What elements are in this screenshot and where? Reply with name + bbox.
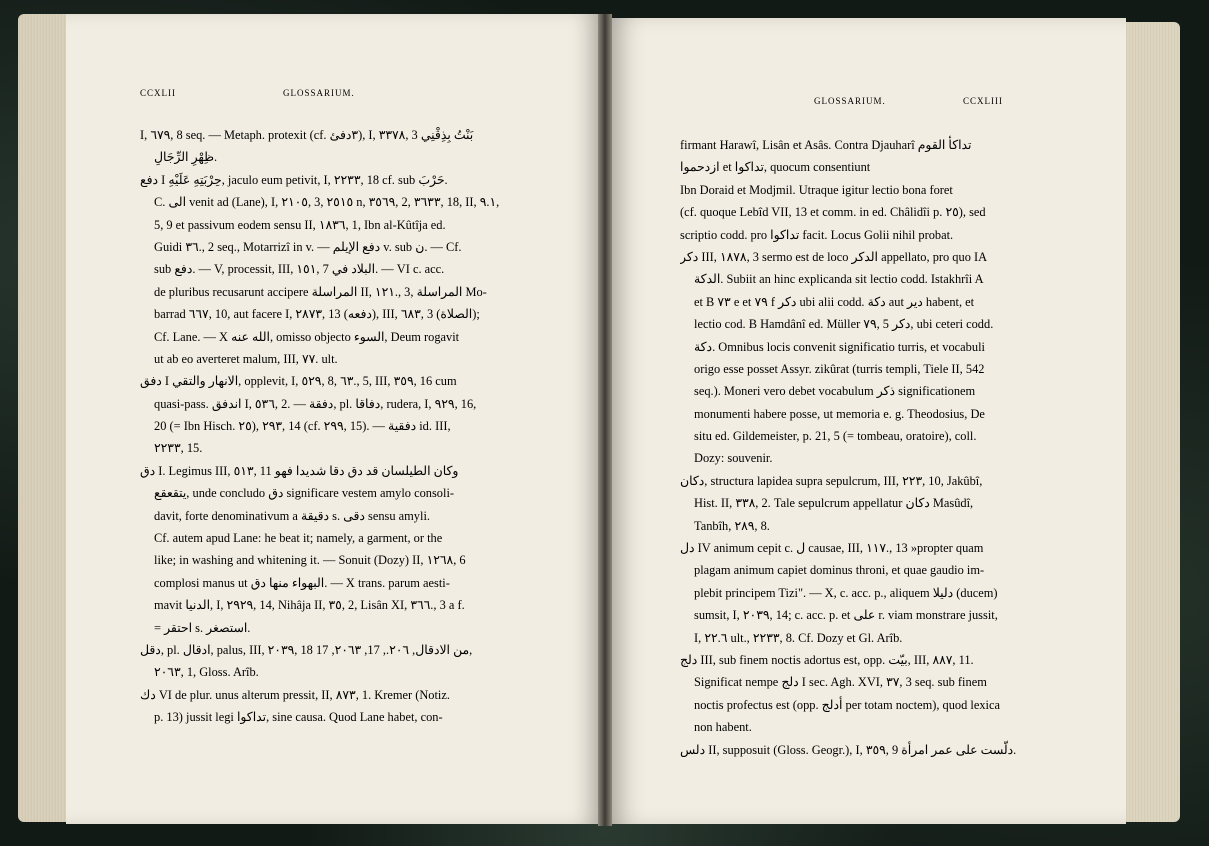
text-line: ٢٢٣٣, 15. [154, 441, 203, 456]
text-line: lectio cod. B Hamdânî ed. Müller ٧٩, 5 دكر, ubi ceteri codd. [694, 317, 994, 332]
entry-line: دكان, structura lapidea supra sepulcrum, III, ٢٢٣, 10, Jakûbî, [680, 473, 983, 488]
text-line: seq.). Moneri vero debet vocabulum ذكر significationem [694, 384, 976, 399]
right-page-text [680, 134, 1058, 761]
text-line: plebit principem Tizi". — X, c. acc. p., aliquem دليلا (ducem) [694, 585, 998, 600]
text-line: Cf. Lane. — X الله عنه, omisso objecto السوء, Deum rogavit [154, 329, 460, 344]
text-line: ظِهْرِ الرِّجَالِ. [154, 150, 218, 165]
text-line: Hist. II, ٣٣٨, 2. Tale sepulcrum appellatur دكان Masûdî, [694, 496, 974, 511]
left-running-head: GLOSSARIUM. [283, 88, 355, 98]
text-line: ازدحموا et تداكوا, quocum consentiunt [680, 160, 871, 175]
entry-line: دلج III, sub finem noctis adortus est, opp. بيّت, III, ٨٨٧, 11. [680, 652, 974, 667]
text-line: Dozy: souvenir. [694, 451, 773, 466]
entry-line: دلس II, supposuit (Gloss. Geogr.), I, ٣٥٩, 9 دلّست على عمر امرأة. [680, 742, 1017, 757]
text-line: Significat nempe دلج I sec. Agh. XVI, ٣٧, 3 seq. sub finem [694, 675, 987, 690]
text-line: et B ٧٣ e et ٧٩ f دكر ubi alii codd. دكة aut دير habent, et [694, 294, 975, 309]
text-line: barrad ٦٦٧, 10, aut facere I, ٢٨٧٣, 13 (دفعه), III, ٦٨٣, 3 (الصلاة); [154, 307, 480, 322]
text-line: Cf. autem apud Lane: he beat it; namely, a garment, or the [154, 531, 443, 546]
text-line: scriptio codd. pro تداكوا facit. Locus Golii nihil probat. [680, 227, 954, 242]
entry-line: دكر III, ١٨٧٨, 3 sermo est de loco الدكر appellato, pro quo IA [680, 249, 988, 264]
text-line: Guidi ٣٦., 2 seq., Motarrizî in v. — دفع الإيلم v. sub ن. — Cf. [154, 239, 462, 254]
text-line: ut ab eo averteret malum, III, ٧٧. ult. [154, 351, 338, 366]
entry-line: دق I. Legimus III, ٥١٣, 11 وكان الطيلسان قد دق دقا شديدا فهو [140, 463, 459, 478]
book-gutter [598, 14, 612, 826]
text-line: I, ٦٧٩, 8 seq. — Metaph. protexit (cf. ٣دفئ), I, ٣٣٧٨, 3 بَنْتُ بِذِقْنِي [140, 128, 474, 142]
text-line: = احتقر s. استصغر. [154, 620, 251, 635]
entry-line: دك VI de plur. unus alterum pressit, II, ٨٧٣, 1. Kremer (Notiz. [140, 687, 450, 702]
entry-line: دفع I حِرْبَتِهِ عَلَيْهِ, jaculo eum petivit, I, ٢٢٣٣, 18 cf. sub حَرْبَ. [140, 172, 448, 187]
text-line: (cf. quoque Lebîd VII, 13 et comm. in ed. Châlidîi p. ٢٥), sed [680, 205, 986, 220]
text-line: mavit الدنيا, I, ٢٩٢٩, 14, Nihâja II, ٣٥, 2, Lisân XI, ٣٦٦., 3 a f. [154, 598, 465, 613]
text-line: non habent. [694, 720, 752, 735]
text-line: firmant Harawî, Lisân et Asâs. Contra Djauharî تداكأ القوم [680, 138, 972, 152]
right-page-edges [1122, 22, 1180, 822]
text-line: noctis profectus est (opp. أدلج per totam noctem), quod lexica [694, 697, 1000, 712]
text-line: p. 13) jussit legi تداكوا, sine causa. Quod Lane habet, con- [154, 710, 443, 725]
text-line: Ibn Doraid et Modjmil. Utraque igitur lectio bona foret [680, 182, 953, 197]
left-page-text [140, 124, 530, 729]
text-line: davit, forte denominativum a دقيقة s. دقى sensu amyli. [154, 508, 430, 523]
text-line: I, ٢٢.٦ ult., ٢٢٣٣, 8. Cf. Dozy et Gl. Arîb. [694, 630, 903, 645]
text-line: sumsit, I, ٢٠٣٩, 14; c. acc. p. et على r. viam monstrare jussit, [694, 608, 998, 623]
entry-line: دفق I الانهار والتقي, opplevit, I, ٥٢٩, 8, ٦٣., 5, III, ٣٥٩, 16 cum [140, 374, 457, 389]
text-line: 20 (= Ibn Hisch. ٢٥), ٢٩٣, 14 (cf. ٢٩٩, 15). — دفقية id. III, [154, 419, 451, 434]
text-line: de pluribus recusarunt accipere المراسلة II, ١٢١., 3, المراسلة Mo- [154, 284, 487, 299]
text-line: like; in washing and whitening it. — Sonuit (Dozy) II, ١٢٦٨, 6 [154, 553, 466, 568]
text-line: ٢٠٦٣, 1, Gloss. Arîb. [154, 665, 259, 680]
text-line: sub دفع. — V, processit, III, ١٥١, 7 البلاد في. — VI c. acc. [154, 262, 445, 277]
text-line: monumenti habere posse, ut memoria e. g. Theodosius, De [694, 406, 985, 421]
left-page-number: CCXLII [140, 88, 176, 98]
text-line: situ ed. Gildemeister, p. 21, 5 (= tombeau, oratoire), coll. [694, 429, 977, 444]
text-line: complosi manus ut البهواء منها دق. — X trans. parum aesti- [154, 575, 450, 590]
text-line: 5, 9 et passivum eodem sensu II, ١٨٣٦, 1, Ibn al-Kûtîja ed. [154, 217, 446, 232]
right-running-head: GLOSSARIUM. [814, 96, 886, 106]
text-line: الدكة. Subiit an hinc explicanda sit lectio codd. Istakhrîi A [694, 272, 984, 287]
entry-line: دقل, pl. ادقال, palus, III, ٢٠٣٩, 18 من الادقال, ٢٠٦., 17, ٢٠٦٣, 17, [140, 642, 473, 657]
right-page-number: CCXLIII [963, 96, 1003, 106]
text-line: quasi-pass. اندفق I, ٥٣٦, 2. — دفقة, pl. دفاقا, rudera, I, ٩٢٩, 16, [154, 396, 477, 411]
text-line: C. الى venit ad (Lane), I, ٢١٠٥, 3, ٢٥١٥ n, ٣٥٦٩, 2, ٣٦٣٣, 18, II, ٩.١, [154, 195, 500, 210]
text-line: plagam animum capiet dominus throni, et quae gaudio im- [694, 563, 985, 578]
text-line: origo esse posset Assyr. zikûrat (turris templi, Tiele II, 542 [694, 361, 985, 376]
entry-line: دل IV animum cepit c. ل causae, III, ١١٧., 13 »propter quam [680, 541, 984, 556]
text-line: Tanbîh, ٢٨٩, 8. [694, 518, 770, 533]
text-line: يتقعقع, unde concludo دق significare vestem amylo consoli- [154, 486, 455, 501]
text-line: دكة. Omnibus locis convenit significatio turris, et vocabuli [694, 339, 985, 354]
